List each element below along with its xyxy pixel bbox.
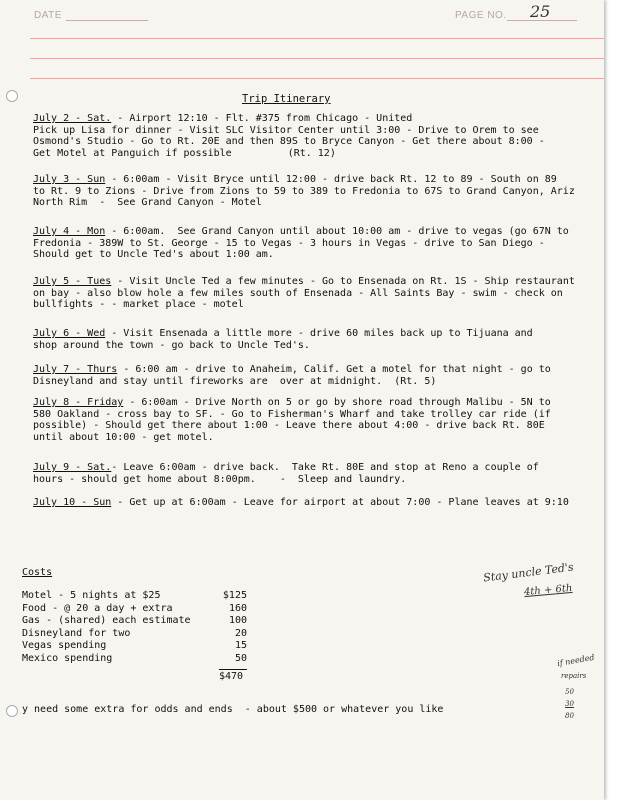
itinerary-entry-july-7 xyxy=(33,364,593,387)
itinerary-entry-july-5 xyxy=(33,276,593,311)
entry-date: July 2 - Sat. xyxy=(33,113,112,124)
entry-line: Osmond's Studio - Go to Rt. 20E and then 89S to Bryce Canyon - Get there about 8:00 - xyxy=(33,136,545,147)
cost-total-row xyxy=(22,669,247,682)
cost-value: 20 xyxy=(234,627,247,639)
cost-label: Mexico spending xyxy=(22,652,113,664)
itinerary-entry-july-8 xyxy=(33,397,593,443)
entry-line: - 6:00am - Drive North on 5 or go by shore road through Malibu - 5N to xyxy=(123,397,551,408)
handwritten-margin-value: 80 xyxy=(565,712,574,720)
document-title: Trip Itinerary xyxy=(242,93,331,105)
handwritten-margin-value: 30 xyxy=(565,700,574,708)
cost-value: 100 xyxy=(228,615,247,626)
cost-value: 15 xyxy=(234,640,247,651)
entry-line: bullfights - - market place - motel xyxy=(33,299,244,310)
entry-line: - Leave 6:00am - drive back. Take Rt. 80E and stop at Reno a couple of xyxy=(111,462,539,473)
entry-line: - Get up at 6:00am - Leave for airport at about 7:00 - Plane leaves at 9:10 xyxy=(111,497,569,508)
entry-line: - 6:00am. See Grand Canyon until about 10:00 am - drive to vegas (go 67N to xyxy=(105,226,569,237)
handwritten-margin-note: if needed xyxy=(556,652,596,669)
entry-line: Fredonia - 389W to St. George - 15 to Vegas - 3 hours in Vegas - drive to San Diego - xyxy=(33,237,545,249)
ruled-line xyxy=(30,38,604,39)
entry-date: July 5 - Tues xyxy=(33,276,112,287)
entry-line: - Airport 12:10 - Flt. #375 from Chicago - United xyxy=(111,113,413,124)
entry-line: Disneyland and stay until fireworks are over at midnight. (Rt. 5) xyxy=(33,375,437,387)
entry-line: 580 Oakland - cross bay to SF. - Go to Fisherman's Wharf and take trolley car ride (if xyxy=(33,408,551,420)
cost-label: Gas - (shared) each estimate xyxy=(22,615,191,626)
entry-date: July 6 - Wed xyxy=(33,328,106,339)
itinerary-entry-july-3 xyxy=(33,174,593,209)
itinerary-entry-july-6 xyxy=(33,328,593,351)
cost-value: 50 xyxy=(234,652,247,664)
ruled-line xyxy=(30,78,604,79)
entry-line: North Rim - See Grand Canyon - Motel xyxy=(33,197,262,208)
entry-line: Pick up Lisa for dinner - Visit SLC Visitor Center until 3:00 - Drive to Orem to see xyxy=(33,124,539,136)
entry-date: July 10 - Sun xyxy=(33,497,112,508)
handwritten-note: 4th + 6th xyxy=(523,582,573,599)
entry-line: - Visit Ensenada a little more - drive 60 miles back up to Tijuana and xyxy=(105,328,533,339)
entry-line: to Rt. 9 to Zions - Drive from Zions to 59 to 389 to Fredonia to 67S to Grand Canyon, Ariz xyxy=(33,185,575,197)
entry-date: July 3 - Sun xyxy=(33,174,106,185)
entry-line: on bay - also blow hole a few miles south of Ensenada - All Saints Bay - swim - check on xyxy=(33,287,563,299)
cost-value: $125 xyxy=(222,590,247,601)
cost-row xyxy=(22,603,247,616)
entry-line: - Visit Uncle Ted a few minutes - Go to Ensenada on Rt. 1S - Ship restaurant xyxy=(111,276,575,287)
cost-row xyxy=(22,615,247,628)
page-number: 25 xyxy=(530,2,551,21)
entry-line: shop around the town - go back to Uncle Ted's. xyxy=(33,339,310,351)
entry-line: until about 10:00 - get motel. xyxy=(33,431,214,443)
itinerary-entry-july-10 xyxy=(33,497,593,509)
entry-date: July 4 - Mon xyxy=(33,226,106,237)
itinerary-entry-july-2 xyxy=(33,113,593,159)
cost-row xyxy=(22,653,247,666)
page-no-label: PAGE NO. xyxy=(455,10,507,21)
itinerary-entry-july-4 xyxy=(33,226,593,261)
entry-date: July 7 - Thurs xyxy=(33,364,118,375)
entry-line: - 6:00am - Visit Bryce until 12:00 - drive back Rt. 12 to 89 - South on 89 xyxy=(105,174,557,185)
entry-date: July 8 - Friday xyxy=(33,397,124,408)
cost-label: Disneyland for two xyxy=(22,627,131,639)
cost-label: Vegas spending xyxy=(22,640,107,651)
cost-value: 160 xyxy=(228,602,247,614)
cost-total: $470 xyxy=(219,669,247,682)
footnote: y need some extra for odds and ends - about $500 or whatever you like xyxy=(22,704,444,715)
entry-line: Should get to Uncle Ted's about 1:00 am. xyxy=(33,249,274,260)
cost-row xyxy=(22,590,247,603)
itinerary-entry-july-9 xyxy=(33,462,593,485)
entry-line: possible) - Should get there about 1:00 - Leave there about 4:00 - drive back Rt. 80E xyxy=(33,420,545,431)
costs-section xyxy=(22,567,247,682)
date-label: DATE xyxy=(34,10,62,21)
handwritten-margin-value: 50 xyxy=(565,688,574,696)
ruled-line xyxy=(30,58,604,59)
cost-label: Motel - 5 nights at $25 xyxy=(22,590,161,601)
date-line xyxy=(66,20,148,21)
punch-hole xyxy=(6,90,18,102)
handwritten-margin-note: repairs xyxy=(561,672,587,680)
cost-row xyxy=(22,640,247,653)
handwritten-note: Stay uncle Ted's xyxy=(482,560,575,585)
entry-line: (Rt. 12) xyxy=(287,147,336,159)
entry-line: Get Motel at Panguich if possible xyxy=(33,147,232,159)
cost-row xyxy=(22,628,247,641)
entry-line: - 6:00 am - drive to Anaheim, Calif. Get a motel for that night - go to xyxy=(117,364,551,375)
entry-date: July 9 - Sat. xyxy=(33,462,112,473)
costs-title: Costs xyxy=(22,567,53,578)
cost-label: Food - @ 20 a day + extra xyxy=(22,602,173,614)
punch-hole xyxy=(6,705,18,717)
entry-line: hours - should get home about 8:00pm. - Sleep and laundry. xyxy=(33,473,407,485)
